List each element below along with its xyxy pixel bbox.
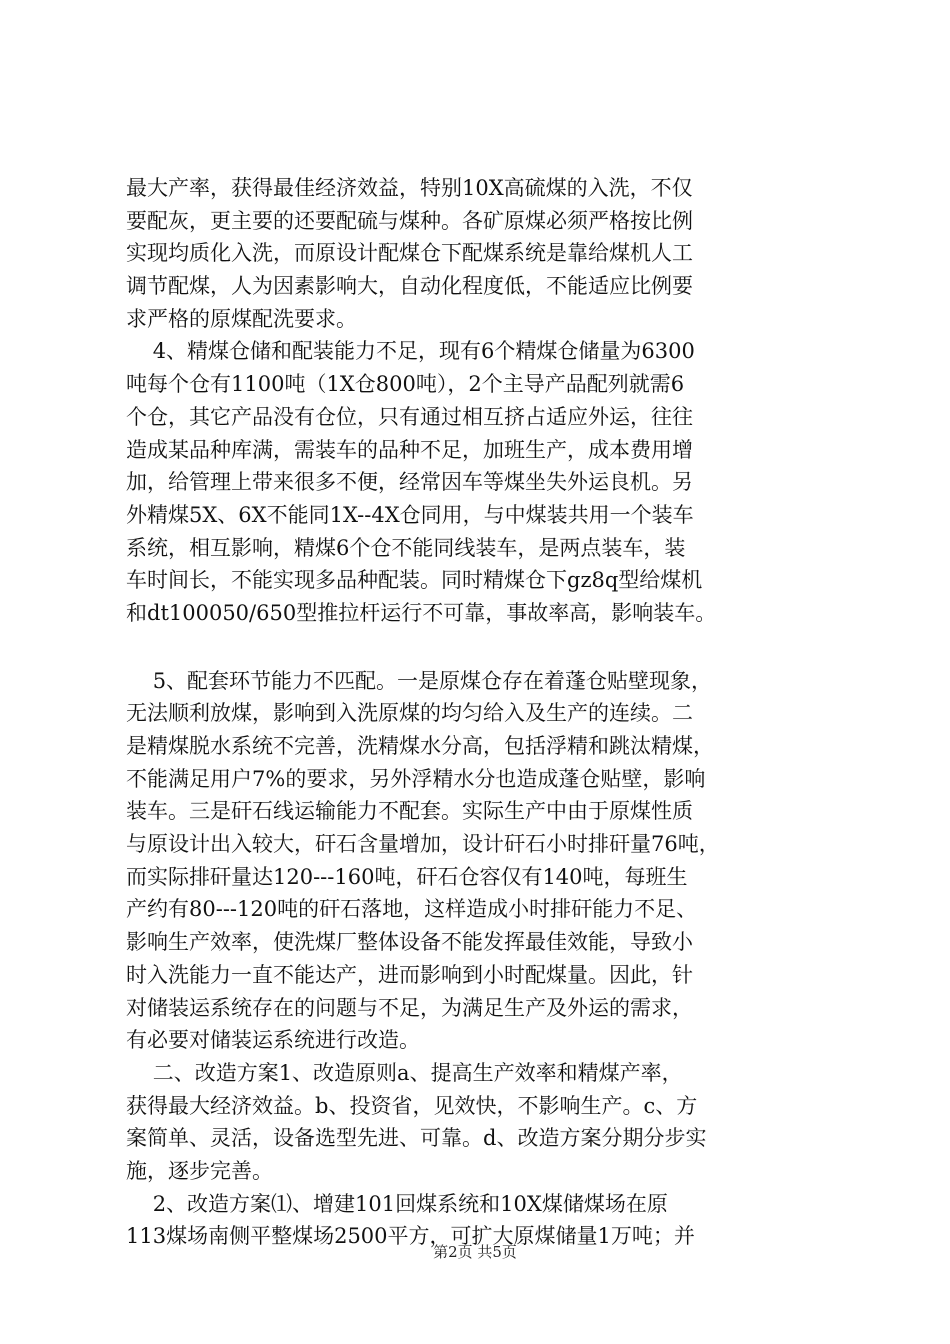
text-line: 有必要对储装运系统进行改造。 — [126, 1028, 420, 1053]
text-line: 外精煤5X、6X不能同1X--4X仓同用，与中煤装共用一个装车 — [126, 502, 694, 527]
text-line: 5、配套环节能力不匹配。一是原煤仓存在着蓬仓贴壁现象， — [126, 668, 713, 693]
text-line: 案简单、灵活，设备选型先进、可靠。d、改造方案分期分步实 — [126, 1126, 707, 1151]
text-line: 无法顺利放煤，影响到入洗原煤的均匀给入及生产的连续。二 — [126, 701, 693, 726]
page-number-label: 第2页 共5页 — [433, 1243, 517, 1261]
text-line: 4、精煤仓储和配装能力不足，现有6个精煤仓储量为6300 — [126, 339, 695, 364]
page-footer — [0, 1242, 950, 1262]
text-line: 个仓，其它产品没有仓位，只有通过相互挤占适应外运，往往 — [126, 404, 693, 429]
text-line: 对储装运系统存在的问题与不足，为满足生产及外运的需求， — [126, 995, 693, 1020]
text-line: 系统，相互影响，精煤6个仓不能同线装车，是两点装车，装 — [126, 535, 686, 560]
text-line: 113煤场南侧平整煤场2500平方，可扩大原煤储量1万吨；并 — [126, 1224, 695, 1249]
text-line: 而实际排矸量达120---160吨，矸石仓容仅有140吨，每班生 — [126, 864, 688, 889]
text-line: 吨每个仓有1100吨（1X仓800吨），2个主导产品配列就需6 — [126, 372, 685, 397]
text-line: 最大产率，获得最佳经济效益，特别10X高硫煤的入洗，不仅 — [126, 176, 693, 200]
text-line: 加，给管理上带来很多不便，经常因车等煤坐失外运良机。另 — [126, 470, 693, 495]
document-body — [126, 172, 846, 1253]
text-line: 不能满足用户7%的要求，另外浮精水分也造成蓬仓贴壁，影响 — [126, 766, 706, 791]
text-line: 装车。三是矸石线运输能力不配套。实际生产中由于原煤性质 — [126, 799, 693, 824]
text-line: 造成某品种库满，需装车的品种不足，加班生产，成本费用增 — [126, 437, 693, 462]
text-line: 实现均质化入洗，而原设计配煤仓下配煤系统是靠给煤机人工 — [126, 241, 693, 266]
text-line: 产约有80---120吨的矸石落地，这样造成小时排矸能力不足、 — [126, 897, 698, 922]
text-line: 是精煤脱水系统不完善，洗精煤水分高，包括浮精和跳汰精煤， — [126, 734, 714, 758]
text-line: 影响生产效率，使洗煤厂整体设备不能发挥最佳效能，导致小 — [126, 930, 693, 955]
text-line: 二、改造方案1、改造原则a、提高生产效率和精煤产率， — [126, 1060, 683, 1085]
text-line: 与原设计出入较大，矸石含量增加，设计矸石小时排矸量76吨， — [126, 832, 720, 857]
text-line: 车时间长，不能实现多品种配装。同时精煤仓下gz8q型给煤机 — [126, 568, 703, 593]
paragraph-gap — [126, 630, 846, 665]
text-line: 求严格的原煤配洗要求。 — [126, 306, 357, 331]
text-line: 调节配煤，人为因素影响大，自动化程度低，不能适应比例要 — [126, 274, 693, 299]
text-line: 要配灰，更主要的还要配硫与煤种。各矿原煤必须严格按比例 — [126, 208, 693, 233]
text-line: 2、改造方案⑴、增建101回煤系统和10X煤储煤场在原 — [126, 1191, 668, 1216]
text-line: 时入洗能力一直不能达产，进而影响到小时配煤量。因此，针 — [126, 962, 693, 987]
text-line: 施，逐步完善。 — [126, 1158, 273, 1183]
text-line: 和dt100050/650型推拉杆运行不可靠，事故率高，影响装车。 — [126, 600, 717, 625]
text-line: 获得最大经济效益。b、投资省，见效快，不影响生产。c、方 — [126, 1093, 698, 1118]
